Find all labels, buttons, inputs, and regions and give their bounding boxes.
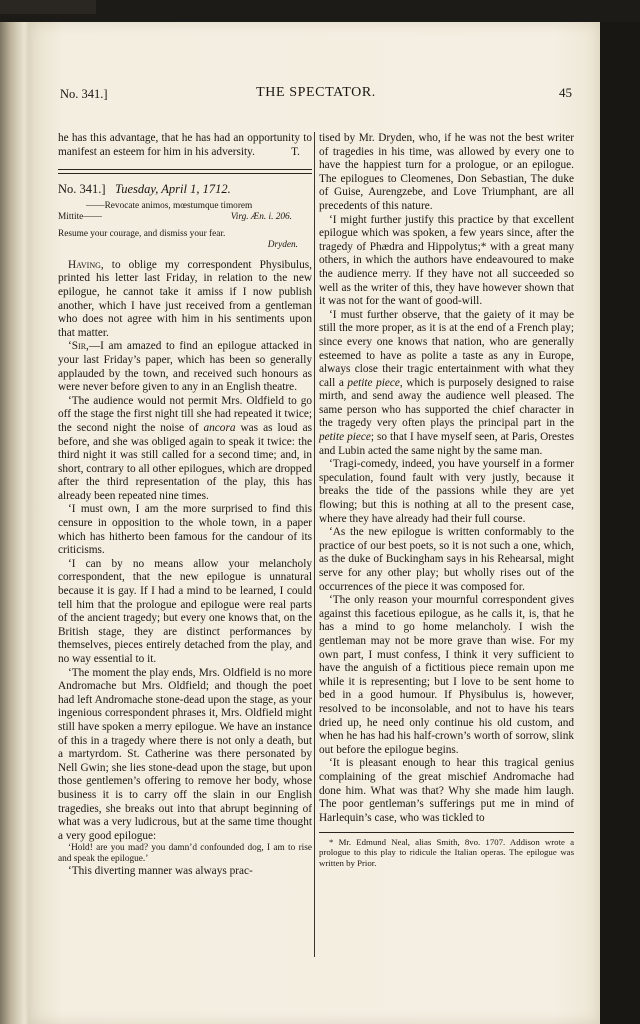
motto-line-2-text: Mittite—— (58, 211, 102, 222)
page-number: 45 (559, 85, 572, 100)
paragraph: tised by Mr. Dryden, who, if he was not the best writer of tragedies in his time, was allowed by every one to have the happiest turn for a prologue, or an epilogue. The epilogues to Cleomenes, Don Sebastian, The duke of Guise, Aurengzebe, and Love Triumphant, are all precedents of this nature. (319, 132, 574, 212)
paragraph (58, 340, 312, 394)
motto-translation: Resume your courage, and dismiss your fear. (58, 228, 226, 239)
issue-heading (58, 183, 312, 197)
scan-background-right (600, 22, 640, 1024)
paragraph (319, 309, 574, 459)
paragraph-text: ; so that I have myself seen, at Paris, Orestes and Lubin acted the same night by the same man. (319, 431, 574, 457)
paragraph: ‘It is pleasant enough to hear this tragical genius complaining of the great mischief Andromache had done him. What was that? Why she made him laugh. The poor gentleman’s sufferings put me in mind of Harlequin’s case, who was tickled to (319, 757, 574, 824)
paragraph-text: to oblige my correspondent Physibulus, printed his letter last Friday, in relation to the new epilogue, he cannot take it amiss if I now publish another, which I have just received from a gentleman who does not agree with him in his sentiments upon that matter. (58, 258, 312, 339)
italic-term: petite piece (347, 376, 400, 389)
left-column (58, 132, 312, 879)
paragraph: ‘I might further justify this practice by that excellent epilogue which was spoken, a few years since, after the tragedy of Phædra and Hippolytus;* with a great many others, in which the authors have endeavoured to make the audience merry. If they have not all succeeded so well as the writer of this, they have however shown that it was not for the want of good-will. (319, 213, 574, 308)
issue-date: Tuesday, April 1, 1712. (114, 182, 231, 197)
paragraph: ‘This diverting manner was always prac- (68, 865, 253, 878)
paragraph: ‘The only reason your mournful correspondent gives against this facetious epilogue, as he calls it, is, that he has a mind to go home melancholy. I wish the gentleman may not be more grave than wise. For my own part, I must confess, I think it very sufficient to have the anguish of a fictitious piece remain upon me while it is representing; but I love to be sent home to bed in a good humour. If Physibulus is, however, resolved to be inconsolable, and not to have his tears dried up, he need only continue his old custom, and when he has had his half-crown’s worth of sorrow, slink out before the epilogue begins. (319, 594, 574, 756)
running-header (60, 85, 572, 103)
paragraph-text: ‘The audience would not permit Mrs. Oldfield to go off the stage the first night till she had repeated it twice; the second night the noise of (58, 394, 312, 434)
paragraph-lead: ‘Sir, (68, 340, 89, 353)
book-page (28, 22, 600, 1024)
motto (58, 201, 312, 251)
spacer (58, 251, 312, 259)
motto-line-1: ——Revocate animos, mœstumque timorem (86, 200, 253, 211)
paragraph-text: ‘I must further observe, that the gaiety of it may be still the more proper, as it is at the end of a French play; since every one knows that nation, who are generally esteemed to have as polite a taste as any in Europe, always close their tragic entertainment with what they call a (319, 308, 574, 389)
header-issue-label: No. 341.] (60, 87, 108, 101)
book-edge (0, 0, 96, 14)
right-column (319, 132, 574, 868)
issue-number: No. 341.] (58, 182, 106, 197)
paragraph (58, 259, 312, 341)
motto-line-2 (58, 212, 312, 223)
paragraph-text: , which is purposely designed to raise mirth, and send away the audience well pleased. The same person who has supported the chief character in the tragedy very often plays the principal part in the (319, 376, 574, 430)
footnote-rule (319, 832, 574, 833)
column-divider (314, 132, 315, 957)
paragraph (58, 395, 312, 504)
paragraph: ‘Tragi-comedy, indeed, you have yourself in a former speculation, found fault with very justly, because it breaks the tide of the passions while they are yet flowing; but this is nothing at all to the present case, where they have already had their full course. (319, 458, 574, 525)
carryover-text: he has this advantage, that he has had an opportunity to manifest an esteem for him in his adversity. (58, 132, 312, 158)
italic-term: ancora (203, 421, 236, 434)
paragraph: ‘I must own, I am the more surprised to find this censure in opposition to the whole town, in a paper which has hitherto been famous for the candour of its criticisms. (58, 503, 312, 557)
paragraph: ‘As the new epilogue is written conformably to the practice of our best poets, so it is not such a one, which, as the duke of Buckingham says in his Rehearsal, might serve for any other play; but wholly rises out of the occurrences of the piece it was composed for. (319, 526, 574, 593)
paragraph: ‘I can by no means allow your melancholy correspondent, that the new epilogue is unnatural because it is gay. If I had a mind to be learned, I could tell him that the prologue and epilogue were real parts of the ancient tragedy; but every one knows that, on the British stage, they are distinct performances by themselves, pieces entirely detached from the play, and no way essential to it. (58, 557, 312, 665)
paragraph-text: —I am amazed to find an epilogue attacked in your last Friday’s paper, which has been so generally applauded by the town, and received such honours as were never before given to any in an English theatre. (58, 340, 312, 394)
paragraph-lead: Having, (68, 258, 104, 271)
motto-source: Virg. Æn. i. 206. (230, 211, 292, 222)
motto-translator: Dryden. (267, 239, 298, 250)
verse-quote: ‘Hold! are you mad? you damn’d confounded dog, I am to rise and speak the epilogue.’ (58, 843, 312, 865)
scan-background-top (0, 0, 640, 22)
italic-term: petite piece (319, 431, 371, 444)
paragraph-text: was as loud as before, and she was obliged again to speak it twice: the third night it was still called for a second time; and, in short, contrary to all other epilogues, which are dropped after the third representation of the play, this has already been repeated nine times. (58, 421, 312, 502)
carryover-signature: T. (291, 145, 300, 158)
footnote: * Mr. Edmund Neal, alias Smith, 8vo. 1707. Addison wrote a prologue to this play to ridicule the Italian operas. The epilogue was written by Prior. (319, 837, 574, 868)
double-rule (58, 169, 312, 174)
book-gutter (0, 22, 30, 1024)
header-title: THE SPECTATOR. (256, 85, 376, 100)
paragraph: ‘The moment the play ends, Mrs. Oldfield is no more Andromache but Mrs. Oldfield; and though the poet had left Andromache stone-dead upon the stage, as your ingenious correspondent phrases it, Mrs. Oldfield might still have spoken a merry epilogue. We have an instance of this in a tragedy where there is not only a death, but a martyrdom. St. Catherine was there personated by Nell Gwin; she lies stone-dead upon the stage, but upon those gentlemen’s offering to remove her body, whose business it is to carry off the slain in our English tragedies, she breaks out into that abrupt beginning of what was a very ludicrous, but at the same time thought a very good epilogue: (58, 666, 312, 842)
